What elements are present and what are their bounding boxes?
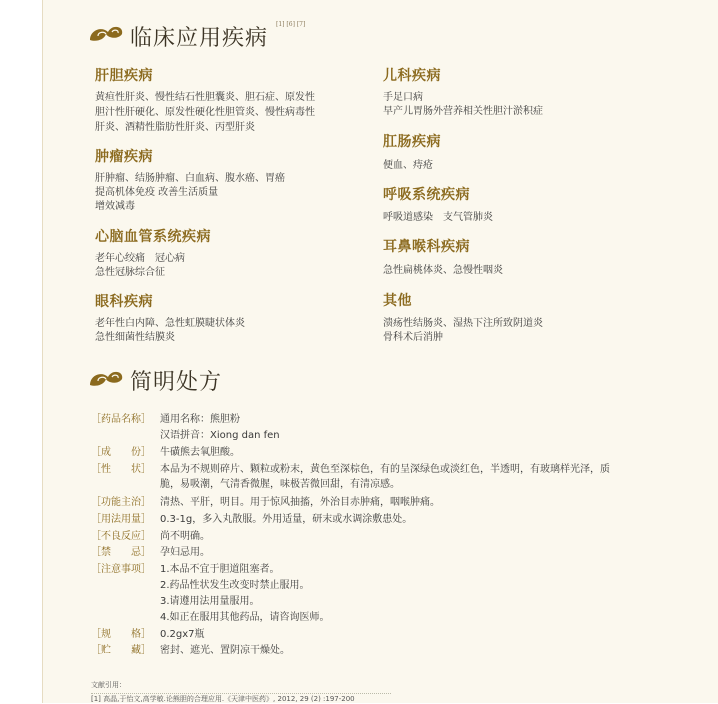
category-line: 急性细菌性结膜炎	[95, 332, 175, 343]
category-line: 便血、痔疮	[383, 160, 433, 171]
category-line: 呼吸道感染 支气管肺炎	[383, 212, 493, 223]
section-title-prescription: 简明处方	[130, 370, 223, 395]
category-line: 提高机体免疫 改善生活质量	[95, 187, 219, 198]
prescription-value: 孕妇忌用。	[160, 547, 210, 558]
category-line: 老年性白内障、急性虹膜睫状体炎	[95, 318, 245, 329]
category-line: 黄疸性肝炎、慢性结石性胆囊炎、胆石症、原发性	[95, 92, 315, 103]
category-title: 肿瘤疾病	[95, 149, 153, 165]
prescription-label: ［功能主治］	[91, 497, 151, 508]
prescription-value: 尚不明确。	[160, 531, 210, 542]
category-title: 儿科疾病	[383, 68, 441, 84]
prescription-value: 本品为不规则碎片、颗粒或粉末，黄色至深棕色，有的呈深绿色或淡红色，半透明，有玻璃样光泽，质	[160, 464, 610, 475]
category-title: 耳鼻喉科疾病	[383, 239, 470, 255]
prescription-value: 通用名称：熊胆粉	[160, 414, 240, 425]
category-line: 老年心绞痛 冠心病	[95, 253, 185, 264]
prescription-label: ［禁 忌］	[91, 547, 151, 558]
category-title: 眼科疾病	[95, 294, 153, 310]
category-line: 早产儿胃肠外营养相关性胆汁淤积症	[383, 106, 543, 117]
category-line: 胆汁性肝硬化、原发性硬化性胆管炎、慢性病毒性	[95, 107, 315, 118]
prescription-value: 牛磺熊去氧胆酸。	[160, 447, 240, 458]
prescription-label: ［注意事项］	[91, 564, 151, 575]
prescription-label: ［规 格］	[91, 629, 151, 640]
prescription-value: 2.药品性状发生改变时禁止服用。	[160, 580, 310, 591]
prescription-value: 密封、遮光、置阴凉干燥处。	[160, 645, 290, 656]
prescription-label: ［成 份］	[91, 447, 151, 458]
category-line: 肝肿瘤、结肠肿瘤、白血病、腹水癌、胃癌	[95, 173, 285, 184]
prescription-value: 4.如正在服用其他药品，请咨询医师。	[160, 612, 330, 623]
category-line: 肝炎、酒精性脂肪性肝炎、丙型肝炎	[95, 122, 255, 133]
category-title: 呼吸系统疾病	[383, 187, 470, 203]
prescription-label: ［用法用量］	[91, 514, 151, 525]
prescription-label: ［不良反应］	[91, 531, 151, 542]
category-line: 手足口病	[383, 92, 423, 103]
auspicious-cloud-icon	[88, 20, 126, 46]
category-line: 骨科术后消肿	[383, 332, 443, 343]
category-title: 心脑血管系统疾病	[95, 229, 211, 245]
section-title-clinical: 临床应用疾病	[130, 26, 269, 51]
category-line: 急性冠脉综合征	[95, 267, 165, 278]
auspicious-cloud-icon	[88, 365, 126, 391]
prescription-value: 0.3-1g，多入丸散服。外用适量，研末或水调涂敷患处。	[160, 514, 413, 525]
category-line: 溃疡性结肠炎、湿热下注所致阴道炎	[383, 318, 543, 329]
prescription-label: ［贮 藏］	[91, 645, 151, 656]
prescription-value: 3.请遵用法用量服用。	[160, 596, 260, 607]
category-line: 增效减毒	[95, 201, 135, 212]
prescription-value: 脆，易吸潮，气清香微腥，味极苦微回甜，有清凉感。	[160, 479, 400, 490]
category-title: 肛肠疾病	[383, 134, 441, 150]
category-title: 其他	[383, 293, 412, 309]
references-heading: 文献引用：	[91, 681, 126, 689]
prescription-label: ［药品名称］	[91, 414, 151, 425]
prescription-value: 汉语拼音：Xiong dan fen	[160, 430, 280, 441]
prescription-value: 0.2gx7瓶	[160, 629, 205, 640]
category-title: 肝胆疾病	[95, 68, 153, 84]
section-title-citation: [1] [6] [7]	[276, 21, 306, 28]
prescription-value: 1.本品不宜于胆道阻塞者。	[160, 564, 280, 575]
prescription-label: ［性 状］	[91, 464, 151, 475]
category-line: 急性扁桃体炎、急慢性咽炎	[383, 265, 503, 276]
reference-item: [1] 高晶,于怡文,高学敏.论熊胆的合理应用.《天津中医药》, 2012, 29 (2) :197-200	[91, 695, 355, 703]
prescription-value: 清热、平肝，明目。用于惊风抽搐，外治目赤肿痛，咽喉肿痛。	[160, 497, 440, 508]
